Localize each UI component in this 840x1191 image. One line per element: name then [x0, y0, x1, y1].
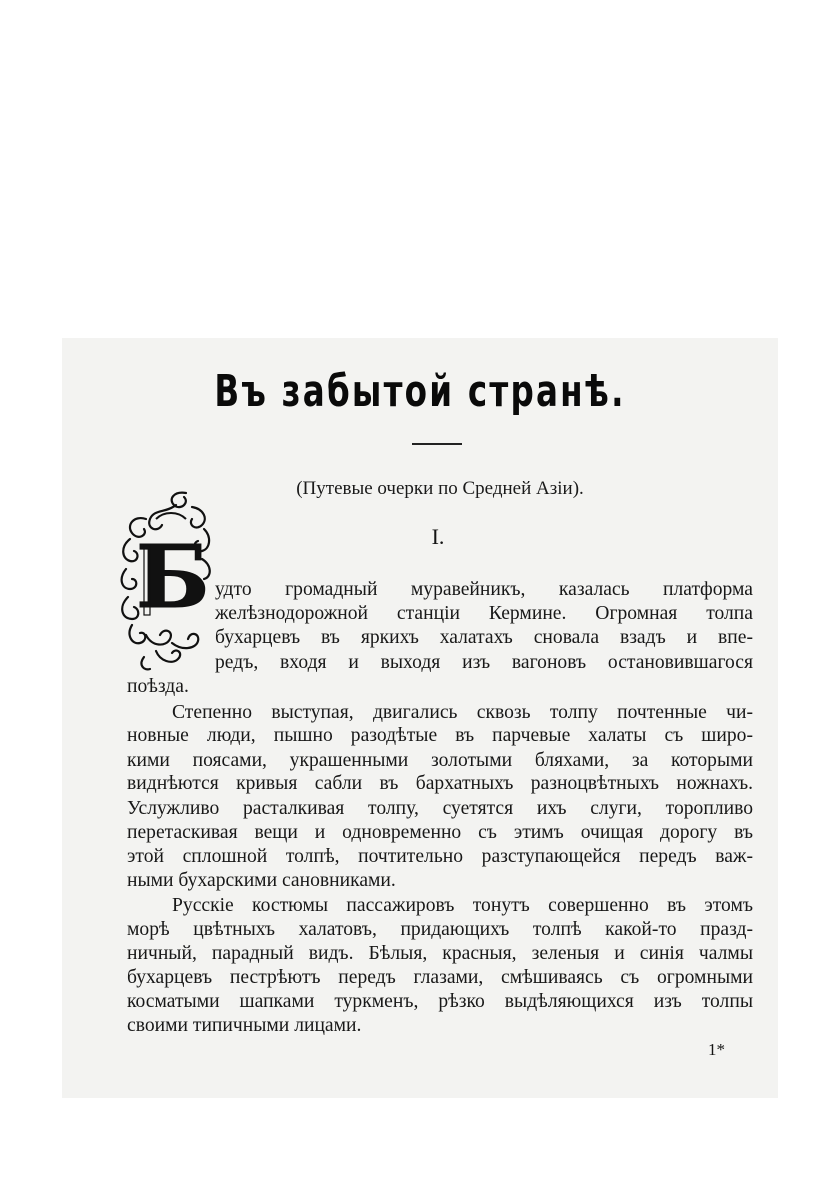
subtitle: (Путевые очерки по Средней Азіи).: [296, 478, 584, 499]
text-line: морѣ цвѣтныхъ халатовъ, придающихъ толпѣ какой-то празд-: [127, 919, 753, 940]
text-line: Услужливо расталкивая толпу, суетятся ихъ слуги, торопливо: [127, 798, 753, 819]
title-rule: [412, 443, 462, 445]
text-line: поѣзда.: [127, 676, 189, 697]
drop-cap-letter: Б: [136, 527, 210, 628]
text-line: бухарцевъ въ яркихъ халатахъ сновала взадъ и впе-: [215, 627, 753, 648]
text-line: новные люди, пышно разодѣтые въ парчевые халаты съ широ-: [127, 725, 753, 746]
text-line: Степенно выступая, двигались сквозь толпу почтенные чи-: [172, 702, 753, 723]
ornamental-drop-cap: [116, 489, 216, 673]
text-line: своими типичными лицами.: [127, 1015, 362, 1036]
text-line: косматыми шапками туркменъ, рѣзко выдѣляющихся изъ толпы: [127, 991, 753, 1012]
text-line: виднѣются кривыя сабли въ бархатныхъ разноцвѣтныхъ ножнахъ.: [127, 773, 753, 794]
page-number: 1*: [708, 1040, 725, 1059]
text-line: редъ, входя и выходя изъ вагоновъ остановившагося: [215, 652, 753, 673]
text-line: бухарцевъ пестрѣютъ передъ глазами, смѣшиваясь съ огромными: [127, 967, 753, 988]
text-line: ничный, парадный видъ. Бѣлыя, красныя, зеленыя и синія чалмы: [127, 943, 753, 964]
text-line: удто громадный муравейникъ, казалась платформа: [215, 579, 753, 600]
text-line: ными бухарскими сановниками.: [127, 870, 396, 891]
chapter-title: Въ забытой странѣ.: [214, 366, 626, 417]
text-line: желѣзнодорожной станціи Кермине. Огромная толпа: [215, 603, 753, 624]
text-line: перетаскивая вещи и одновременно съ этимъ очищая дорогу въ: [127, 822, 753, 843]
text-line: кими поясами, украшенными золотыми бляхами, за которыми: [127, 750, 753, 771]
text-line: Русскіе костюмы пассажировъ тонутъ совершенно въ этомъ: [172, 895, 753, 916]
text-line: этой сплошной толпѣ, почтительно разступающейся передъ важ-: [127, 846, 753, 867]
chapter-number: I.: [431, 524, 445, 549]
